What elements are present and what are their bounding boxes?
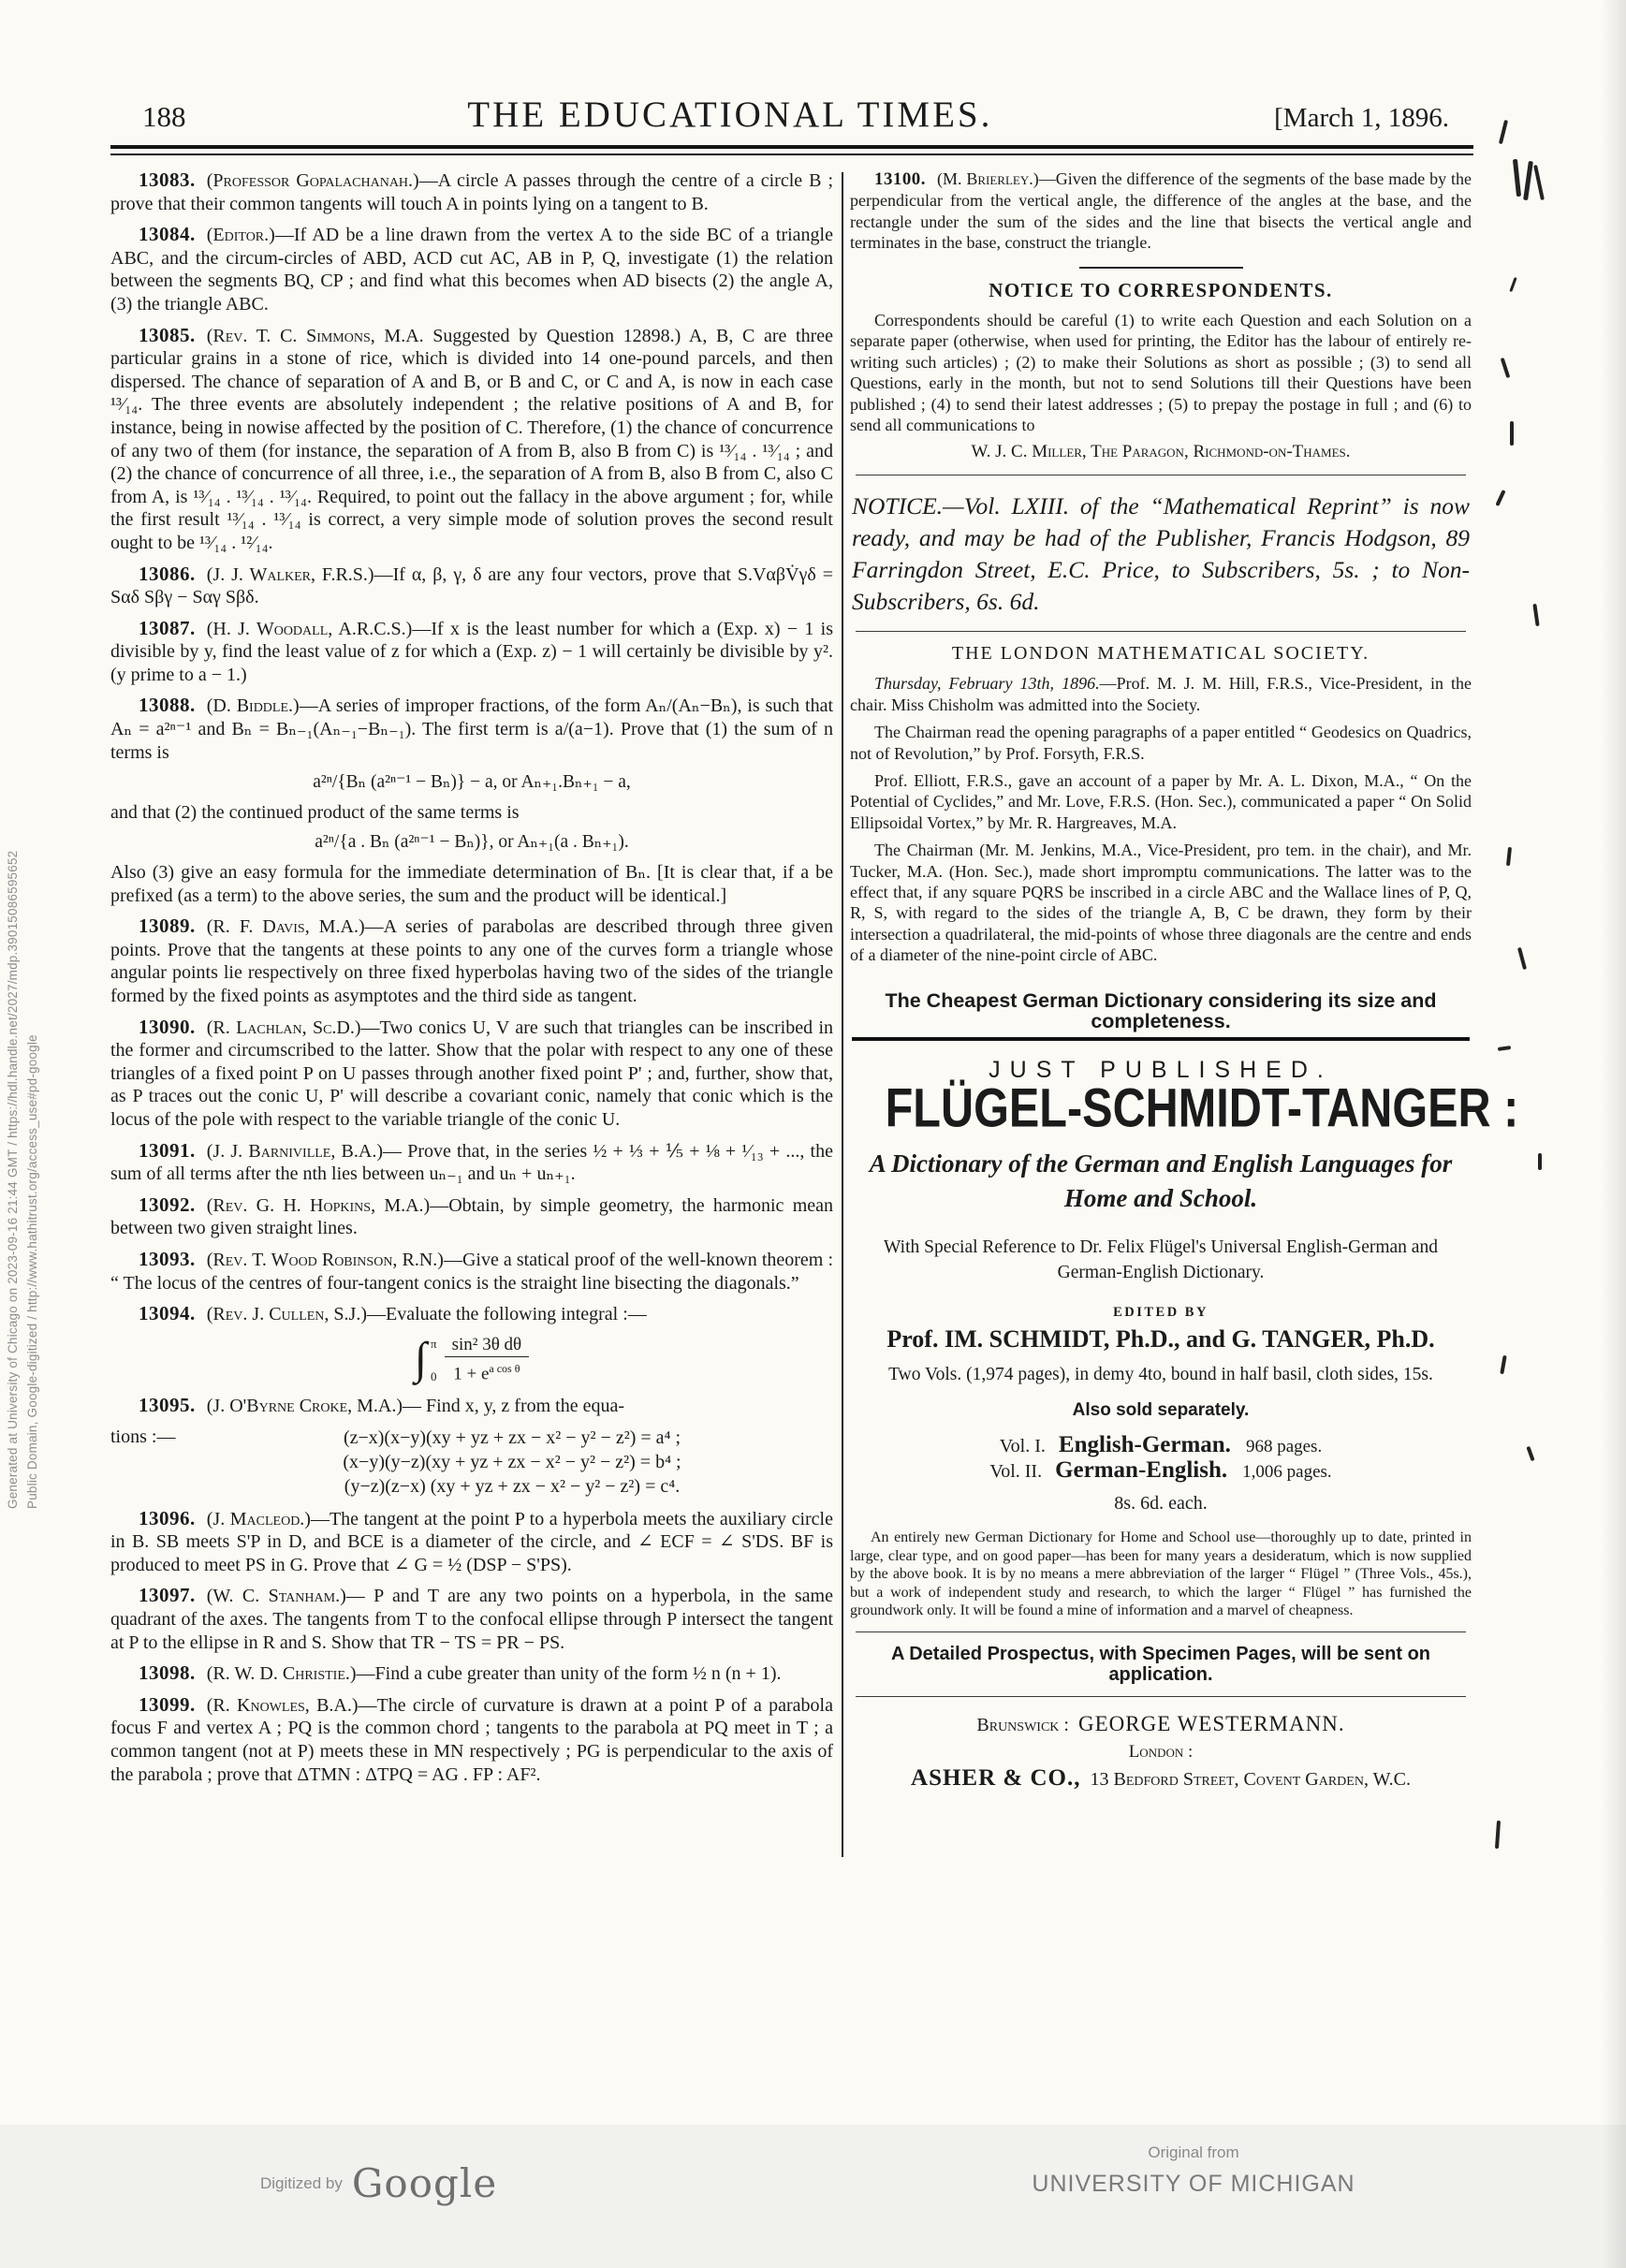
- problem-13089: [110, 915, 833, 1007]
- problem-text: — P and T are any two points on a hyperbola, in the same quadrant of the axes. The tangents from T to the confocal ellipse through P intersect the tangent at P to the ellipse in R and S. Show that TR − TS = PR − PS.: [110, 1586, 833, 1653]
- problem-number: 13094.: [139, 1302, 196, 1325]
- ad-title-wrap: [850, 1077, 1519, 1139]
- integral-lower-limit: 0: [431, 1368, 437, 1383]
- section-rule: [856, 475, 1466, 476]
- problem-13093: [110, 1248, 833, 1295]
- problem-13088-note: Also (3) give an easy formula for the immediate determination of Bₙ. [It is clear that, if a be prefixed (as a term) to the above series, the sum and the product will be identical.]: [110, 862, 833, 906]
- section-rule: [856, 1696, 1466, 1697]
- scan-artifact: [1501, 358, 1511, 378]
- integral-sign: ∫: [414, 1333, 427, 1383]
- ad-edited-by: EDITED BY: [1113, 1305, 1209, 1321]
- problem-13092: [110, 1193, 833, 1240]
- problem-13085: [110, 324, 833, 555]
- right-column: [850, 168, 1519, 1792]
- problem-author: (J. J. Barniville, B.A.): [206, 1140, 383, 1162]
- equation-group: [110, 1426, 833, 1500]
- equation-1: (z−x)(x−y)(xy + yz + zx − x² − y² − z²) = a⁴ ;: [343, 1427, 681, 1448]
- ad-price: 8s. 6d. each.: [1114, 1492, 1208, 1514]
- integral-limits: [431, 1336, 437, 1383]
- hathitrust-watermark-line1: Generated at University of Chicago on 2023-09-16 21:44 GMT / https://hdl.handle.net/2027/mdp.39015086595652: [6, 850, 20, 1509]
- problem-author: (Rev. J. Cullen, S.J.): [206, 1304, 367, 1325]
- scan-artifact: [1498, 1046, 1511, 1051]
- left-column: [110, 168, 833, 1786]
- problem-number: 13100.: [874, 169, 926, 189]
- problem-author: (R. W. D. Christie.): [206, 1663, 357, 1685]
- problem-number: 13093.: [139, 1247, 196, 1270]
- scan-artifact: [1495, 1821, 1501, 1849]
- page-title: THE EDUCATIONAL TIMES.: [467, 95, 993, 135]
- problem-text: —Find a cube greater than unity of the form ½ n (n + 1).: [356, 1663, 782, 1685]
- problem-author: (Rev. G. H. Hopkins, M.A.): [206, 1194, 431, 1216]
- fraction-denominator: $1 + e^{a cos \theta}$: [453, 1361, 520, 1384]
- lms-date: Thursday, February 13th, 1896.: [874, 674, 1100, 694]
- problem-author: (W. C. Stanham.): [206, 1586, 346, 1607]
- problem-author: (Rev. T. Wood Robinson, R.N.): [206, 1249, 444, 1270]
- ad-title: FLÜGEL-SCHMIDT-TANGER :: [885, 1077, 1519, 1139]
- problem-author: (J. J. Walker, F.R.S.): [206, 563, 374, 585]
- equation-lead-text: tions :—: [110, 1426, 176, 1447]
- correspondents-signature: W. J. C. Miller, The Paragon, Richmond-on-Thames.: [971, 442, 1351, 462]
- problem-13083: [110, 168, 833, 215]
- ad-reference: With Special Reference to Dr. Felix Flügel's Universal English-German and German-English Dictionary.: [884, 1237, 1438, 1283]
- problem-13084: [110, 223, 833, 315]
- lms-paragraph-4: The Chairman (Mr. M. Jenkins, M.A., Vice-President, pro tem. in the chair), and Mr. Tucker, M.A. (Hon. Sec.), made short impromptu communications. The latter was to the effect that, if any square PQRS be inscribed in a circle ABC and the Wallace lines of P, Q, R, S, with regard to the sides of the triangle A, B, C be drawn, they form by their intersection a quadrilateral, the mid-points of whose three diagonals are the centre and ends of a diameter of the nine-point circle of ABC.: [850, 841, 1472, 965]
- original-institution: UNIVERSITY OF MICHIGAN: [1032, 2171, 1355, 2197]
- problem-text: —If α, β, γ, δ are any four vectors, prove that S.VαβV̇γδ = Sαδ Sβγ − Sαγ Sβδ.: [110, 563, 833, 608]
- integrand-fraction: [445, 1334, 530, 1384]
- problem-text: —If x is the least number for which a (Exp. x) − 1 is divisible by y, find the least value of z for which a (Exp. z) − 1 will certainly be divisible by y². (y prime to a − 1.): [110, 618, 834, 685]
- ad-just-published: JUST PUBLISHED.: [989, 1057, 1333, 1084]
- original-from-label: Original from: [1148, 2144, 1239, 2161]
- original-from: [969, 2144, 1418, 2198]
- two-column-body: [110, 168, 1519, 1792]
- problem-13094: [110, 1302, 833, 1326]
- problem-number: 13095.: [139, 1394, 196, 1417]
- problem-text: —Evaluate the following integral :—: [366, 1304, 647, 1325]
- problem-text: —The circle of curvature is drawn at a point P of a parabola focus F and vertex A ; PQ is the common chord ; tangents to the parabola at PQ meet in T ; a common tangent (not at P) meets these in MN respectively ; PG is perpendicular to the axis of the parabola ; prove that ΔTMN : ΔTPQ = AG . FP : AF².: [110, 1694, 833, 1785]
- problem-text: —Two conics U, V are such that triangles can be inscribed in the former and circumscribed to the latter. Show that the polar with respect to any one of these triangles of a fixed point P on U passes through another fixed point P' ; and, further, show that, as P traces out the conic U, P' will describe a covariant conic, namely that conic which is the locus of the pole with respect to the variable triangle of the conic U.: [110, 1017, 833, 1130]
- ad-publisher-brunswick: Brunswick : GEORGE WESTERMANN.: [976, 1712, 1345, 1736]
- problem-number: 13087.: [139, 616, 196, 639]
- problem-text: — Find x, y, z from the equa-: [403, 1396, 625, 1417]
- ad-volume-2: Vol. II. German-English. 1,006 pages.: [989, 1457, 1332, 1484]
- problem-13088-continued: and that (2) the continued product of the same terms is: [110, 801, 520, 823]
- scan-artifact: [1500, 1355, 1506, 1374]
- display-formula-2: a²ⁿ/{a . Bₙ (a²ⁿ⁻¹ − Bₙ)}, or Aₙ₊₁(a . Bₙ₊₁).: [315, 832, 629, 853]
- problem-13091: [110, 1139, 833, 1186]
- section-rule: [1079, 267, 1243, 269]
- problem-text: —If AD be a line drawn from the vertex A to the side BC of a triangle ABC, and the circum-circles of ABD, ACD cut AC, AB in P, Q, investigate (1) the relation between the segments BQ, CP ; and find what this becomes when AD bisects (2) the angle A, (3) the triangle ABC.: [110, 225, 833, 315]
- ad-prospectus: A Detailed Prospectus, with Specimen Pages, will be sent on application.: [890, 1643, 1431, 1685]
- integral-formula: [110, 1334, 833, 1384]
- scan-artifact: [1513, 159, 1521, 197]
- digitized-by-label: Digitized by: [260, 2173, 343, 2192]
- scan-artifact: [1532, 604, 1539, 626]
- problem-number: 13084.: [139, 223, 196, 246]
- lms-title: THE LONDON MATHEMATICAL SOCIETY.: [951, 642, 1370, 664]
- correspondents-body: Correspondents should be careful (1) to write each Question and each Solution on a separate paper (otherwise, when used for printing, the Editor has the labour of entirely re-writing such articles) ; (2) to make their Solutions as short as possible ; (3) to send all Questions, early in the month, but not to send Solutions till their Questions have been published ; (4) to send their latest addresses ; (5) to prepay the postage in full ; and (6) to send all communications to: [850, 311, 1472, 435]
- problem-author: (Editor.): [206, 225, 275, 246]
- ad-publisher-london: London :: [1128, 1741, 1194, 1762]
- problem-13096: [110, 1507, 833, 1577]
- problem-author: (M. Brierley.): [936, 169, 1039, 188]
- page-header: [110, 94, 1473, 136]
- problem-number: 13088.: [139, 694, 196, 717]
- problem-text: — Prove that, in the series ½ + ⅓ + ⅕ + ⅛ + ¹⁄₁₃ + ..., the sum of all terms after the nth lies between uₙ₋₁ and uₙ + uₙ₊₁.: [110, 1140, 833, 1185]
- lms-paragraph-3: Prof. Elliott, F.R.S., gave an account of a paper by Mr. A. L. Dixon, M.A., “ On the Potential of Cyclides,” and Mr. Love, F.R.S. (Hon. Sec.), communicated a paper “ On Solid Ellipsoidal Vortex,” by Mr. R. Hargreaves, M.A.: [850, 770, 1472, 832]
- problem-text: —A series of parabolas are described through three given points. Prove that the tangents at these points to any one of the curves form a triangle whose angular points lie respectively on three fixed hyperbolas having two of the sides of the triangle formed by the fixed points as asymptotes and the third side as tangent.: [110, 916, 833, 1006]
- problem-number: 13090.: [139, 1015, 196, 1038]
- scan-artifact: [1499, 120, 1508, 144]
- problem-text: —The tangent at the point P to a hyperbola meets the auxiliary circle in B. SB meets S'P in D, and BCE is a diameter of the circle, and ∠ ECF = ∠ S'DS. BF is produced to meet PS in G. Prove that ∠ G = ½ (DSP − S'PS).: [110, 1508, 833, 1575]
- integral-upper-limit: π: [431, 1336, 437, 1351]
- problem-author: (Professor Gopalachanah.): [206, 170, 419, 191]
- column-divider: [842, 172, 843, 1857]
- problem-number: 13089.: [139, 915, 196, 938]
- ad-also-sold: Also sold separately.: [1072, 1400, 1250, 1421]
- problem-author: (R. Lachlan, Sc.D.): [206, 1017, 361, 1038]
- scan-footer: [0, 2125, 1626, 2268]
- problem-number: 13091.: [139, 1138, 196, 1162]
- ad-fine-print: An entirely new German Dictionary for Home and School use—thoroughly up to date, printed in large, clear type, and on good paper—has been for many years a desideratum, which is now supplied by the above book. It is by no means a mere abbreviation of the larger “ Flügel ” (Three Vols., 45s.), but a work of independent study and research, to which the larger “ Flügel ” has furnished the groundwork only. It will be found a mine of information and a marvel of cheapness.: [850, 1529, 1472, 1619]
- ad-tagline: The Cheapest German Dictionary considering its size and completeness.: [852, 990, 1470, 1042]
- display-formula-1: a²ⁿ/{Bₙ (a²ⁿ⁻¹ − Bₙ)} − a, or Aₙ₊₁.Bₙ₊₁ − a,: [313, 772, 631, 793]
- equations: [191, 1426, 833, 1500]
- problem-13100: [850, 168, 1472, 254]
- exponent: a cos θ: [489, 1361, 520, 1375]
- problem-13099: [110, 1693, 833, 1786]
- problem-number: 13096.: [139, 1506, 196, 1529]
- dictionary-advertisement: [850, 988, 1519, 1792]
- problem-author: (R. F. Davis, M.A.): [206, 916, 365, 938]
- scan-artifact: [1509, 277, 1516, 292]
- problem-13087: [110, 617, 833, 687]
- scan-artifact: [1517, 947, 1527, 970]
- problem-number: 13085.: [139, 323, 196, 346]
- problem-text: —A series of improper fractions, of the form Aₙ/(Aₙ−Bₙ), is such that Aₙ = a²ⁿ⁻¹ and Bₙ = Bₙ₋₁(Aₙ₋₁−Bₙ₋₁). The first term is a/(a−1). Prove that (1) the sum of n terms is: [110, 695, 833, 763]
- section-rule: [856, 1631, 1466, 1632]
- ad-volumes-line: Two Vols. (1,974 pages), in demy 4to, bound in half basil, cloth sides, 15s.: [888, 1365, 1433, 1384]
- scan-artifact: [1533, 165, 1545, 200]
- page-edge-shadow: [1602, 0, 1626, 2268]
- problem-author: (D. Biddle.): [206, 695, 300, 717]
- problem-13095: [110, 1394, 833, 1418]
- ad-publisher-asher: ASHER & CO., 13 Bedford Street, Covent Garden, W.C.: [911, 1765, 1411, 1792]
- digitized-by: [260, 2160, 497, 2206]
- google-logo: Google: [351, 2160, 498, 2206]
- scan-artifact: [1538, 1153, 1542, 1170]
- problem-number: 13099.: [139, 1692, 196, 1716]
- problem-text: —A circle A passes through the centre of a circle B ; prove that their common tangents will touch A in points lying on a tangent to B.: [110, 170, 834, 214]
- equation-3: (y−z)(z−x) (xy + yz + zx − x² − y² − z²) = c⁴.: [344, 1475, 681, 1497]
- issue-date: [March 1, 1896.: [1274, 103, 1449, 133]
- scan-artifact: [1506, 847, 1512, 866]
- ad-volume-1: Vol. I. English-German. 968 pages.: [999, 1431, 1323, 1457]
- problem-13090: [110, 1016, 833, 1132]
- problem-author: (J. Macleod.): [206, 1508, 311, 1529]
- problem-text: —Give a statical proof of the well-known theorem : “ The locus of the centres of four-tangent conics is the straight line bisecting the diagonals.”: [110, 1249, 833, 1294]
- problem-text: Suggested by Question 12898.) A, B, C are three particular grains in a stone of rice, which is divided into 14 one-pound parcels, and then dispersed. The chance of separation of A and B, or B and C, or C and A, is now in each case ¹³⁄₁₄. The three events are absolutely independent ; the relative positions of A and B, for instance, being in nowise affected by the position of C. Therefore, (1) the chance of concurrence of any two of them (for instance, the separation of A from B, also B from C) is ¹³⁄₁₄ . ¹³⁄₁₄ ; and (2) the chance of concurrence of all three, i.e., the separation of A from B, also B from C, also C from A, is ¹³⁄₁₄ . ¹³⁄₁₄ . ¹³⁄₁₄. Required, to point out the fallacy in the above argument ; for, while the first result ¹³⁄₁₄ . ¹³⁄₁₄ is correct, a very simple mode of solution proves the second result ought to be ¹³⁄₁₄ . ¹²⁄₁₄.: [110, 325, 833, 553]
- ad-subtitle: A Dictionary of the German and English Languages for Home and School.: [869, 1149, 1453, 1213]
- problem-author: (R. Knowles, B.A.): [206, 1694, 359, 1716]
- problem-text: —Given the difference of the segments of the base made by the perpendicular from the vertical angle, the difference of the angles at the base, and the rectangle under the sum of the sides and the line that bisects the vertical angle and terminates in the base, construct the triangle.: [850, 169, 1472, 253]
- problem-13086: [110, 563, 833, 609]
- scan-artifact: [1495, 490, 1505, 506]
- equation-2: (x−y)(y−z)(xy + yz + zx − x² − y² − z²) = b⁴ ;: [343, 1451, 681, 1472]
- scan-artifact: [1523, 161, 1533, 200]
- problem-number: 13098.: [139, 1661, 196, 1685]
- page-number: 188: [142, 100, 186, 133]
- scan-artifact: [1510, 421, 1514, 446]
- problem-13097: [110, 1584, 833, 1654]
- fraction-numerator: sin² 3θ dθ: [445, 1334, 530, 1357]
- problem-number: 13086.: [139, 562, 196, 585]
- header-rule: [110, 145, 1473, 155]
- lms-paragraph-1: Thursday, February 13th, 1896.—Prof. M. J. M. Hill, F.R.S., Vice-President, in the chair. Miss Chisholm was admitted into the Society.: [850, 674, 1472, 714]
- correspondents-title: NOTICE TO CORRESPONDENTS.: [989, 278, 1333, 301]
- scan-artifact: [1526, 1446, 1534, 1461]
- ad-editors: Prof. IM. SCHMIDT, Ph.D., and G. TANGER, Ph.D.: [886, 1324, 1435, 1353]
- problem-author: (H. J. Woodall, A.R.C.S.): [206, 618, 413, 639]
- problem-text: —Obtain, by simple geometry, the harmonic mean between two given straight lines.: [110, 1194, 834, 1239]
- problem-13098: [110, 1661, 833, 1686]
- problem-number: 13092.: [139, 1193, 196, 1216]
- lms-paragraph-2: The Chairman read the opening paragraphs of a paper entitled “ Geodesics on Quadrics, not of Revolution,” by Prof. Forsyth, F.R.S.: [850, 723, 1472, 763]
- hathitrust-watermark-line2: Public Domain, Google-digitized / http://www.hathitrust.org/access_use#pd-google: [25, 1034, 39, 1509]
- section-rule: [856, 631, 1466, 632]
- problem-author: (J. O'Byrne Croke, M.A.): [206, 1396, 403, 1417]
- problem-number: 13083.: [139, 168, 196, 191]
- problem-number: 13097.: [139, 1584, 196, 1607]
- reprint-notice: NOTICE.—Vol. LXIII. of the “Mathematical Reprint” is now ready, and may be had of the Publisher, Francis Hodgson, 89 Farringdon Street, E.C. Price, to Subscribers, 5s. ; to Non-Subscribers, 6s. 6d.: [852, 491, 1470, 615]
- page-content: [110, 94, 1519, 1793]
- problem-author: (Rev. T. C. Simmons, M.A.: [206, 325, 424, 346]
- problem-13088: [110, 694, 833, 764]
